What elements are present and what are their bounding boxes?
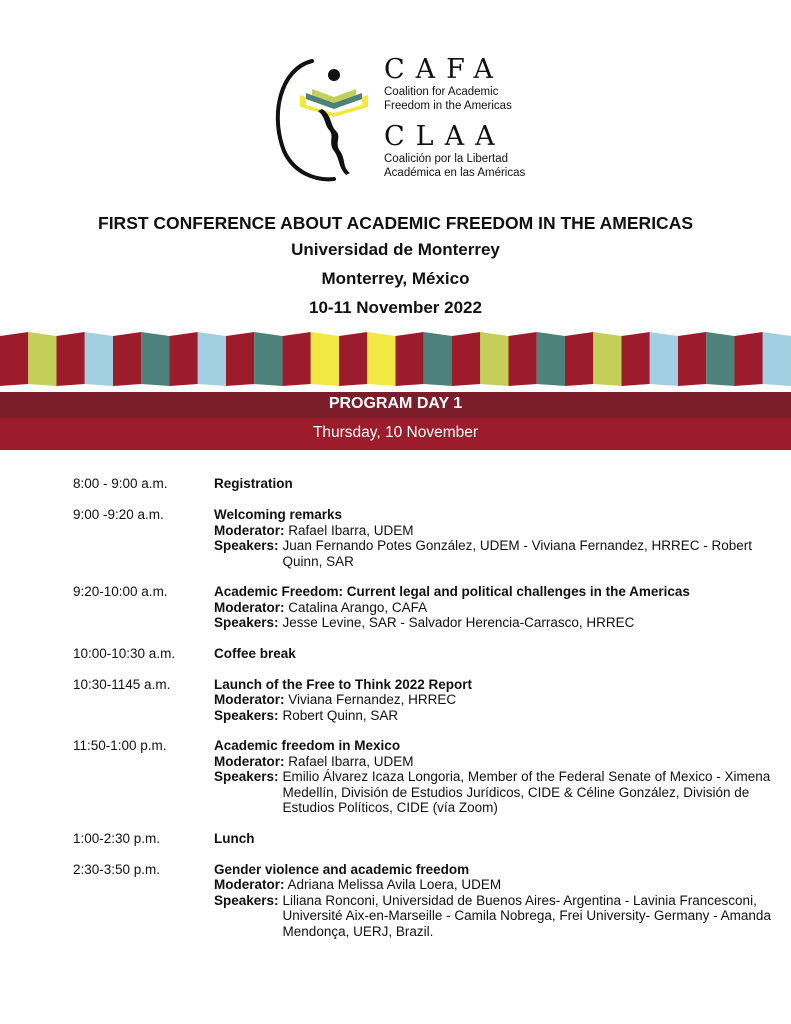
program-day-title: PROGRAM DAY 1 [328,395,463,412]
session-speakers: Juan Fernando Potes González, UDEM - Viviana Fernandez, HRREC - Robert Quinn, SAR [282,538,753,569]
schedule-row [73,507,773,569]
conference-header [0,211,791,322]
logo-name-es-line2: Académica en las Américas [384,167,526,179]
session-speakers: Liliana Ronconi, Universidad de Buenos Aires- Argentina - Lavinia Francesconi, Université Aix-en-Marseille - Camila Nobrega, Frei University- Germany - Amanda Mendonça, UERJ, Brazil. [282,892,771,939]
session-speakers: Robert Quinn, SAR [282,707,399,723]
moderator-label: Moderator: [214,522,285,538]
session-moderator: Rafael Ibarra, UDEM [288,753,414,769]
speakers-label: Speakers: [214,615,279,630]
moderator-label: Moderator: [214,599,285,615]
logo-acronym-en: CAFA [384,54,505,85]
schedule-row [73,646,773,662]
logo-name-en-line2: Freedom in the Americas [384,100,512,112]
logo-acronym-es: CLAA [384,121,506,152]
schedule-row [73,584,773,631]
cafa-emblem-icon [272,55,372,183]
schedule-row [73,738,773,816]
session-time: 10:30-1145 a.m. [73,676,171,692]
session-time: 2:30-3:50 p.m. [73,861,161,877]
moderator-label: Moderator: [214,692,285,707]
cafa-logo [272,55,532,185]
logo-name-en-line1: Coalition for Academic [384,86,499,98]
session-title: Launch of the Free to Think 2022 Report [214,676,473,692]
speakers-label: Speakers: [214,707,279,723]
schedule-row [73,831,773,847]
session-title: Registration [214,476,293,491]
speakers-label: Speakers: [214,769,279,784]
schedule-row [73,677,773,724]
session-moderator: Catalina Arango, CAFA [288,599,428,615]
schedule-row [73,862,773,940]
moderator-label: Moderator: [214,753,285,769]
session-time: 9:00 -9:20 a.m. [73,507,164,522]
session-title: Lunch [214,830,255,846]
session-title: Welcoming remarks [214,507,343,522]
session-time: 9:20-10:00 a.m. [73,584,168,599]
session-time: 1:00-2:30 p.m. [73,830,161,846]
session-title: Academic freedom in Mexico [214,738,401,753]
moderator-label: Moderator: [214,877,285,892]
conference-dates: 10-11 November 2022 [309,298,482,317]
session-title: Coffee break [214,645,296,661]
session-speakers: Emilio Álvarez Icaza Longoria, Member of the Federal Senate of Mexico - Ximena Medellín, División de Estudios Jurídicos, CIDE & Céline González, División de Estudios Políticos, CIDE (vía Zoom) [282,769,771,815]
session-time: 8:00 - 9:00 a.m. [73,476,168,491]
session-time: 11:50-1:00 p.m. [73,738,167,753]
session-moderator: Viviana Fernandez, HRREC [288,692,457,707]
session-moderator: Rafael Ibarra, UDEM [288,522,414,538]
session-title: Gender violence and academic freedom [214,861,470,877]
session-speakers: Jesse Levine, SAR - Salvador Herencia-Carrasco, HRREC [282,615,635,630]
logo-wordmark [384,55,534,180]
program-schedule [73,476,773,954]
session-time: 10:00-10:30 a.m. [73,645,176,661]
speakers-label: Speakers: [214,538,279,553]
conference-venue: Universidad de Monterrey [291,240,500,259]
logo-name-es-line1: Coalición por la Libertad [384,153,509,165]
conference-title: FIRST CONFERENCE ABOUT ACADEMIC FREEDOM IN THE AMERICAS [98,213,693,233]
conference-location: Monterrey, México [321,269,470,288]
session-moderator: Adriana Melissa Avila Loera, UDEM [287,877,502,892]
session-title: Academic Freedom: Current legal and political challenges in the Americas [214,584,690,599]
schedule-row [73,476,773,492]
speakers-label: Speakers: [214,892,279,908]
program-day-date: Thursday, 10 November [312,424,479,441]
